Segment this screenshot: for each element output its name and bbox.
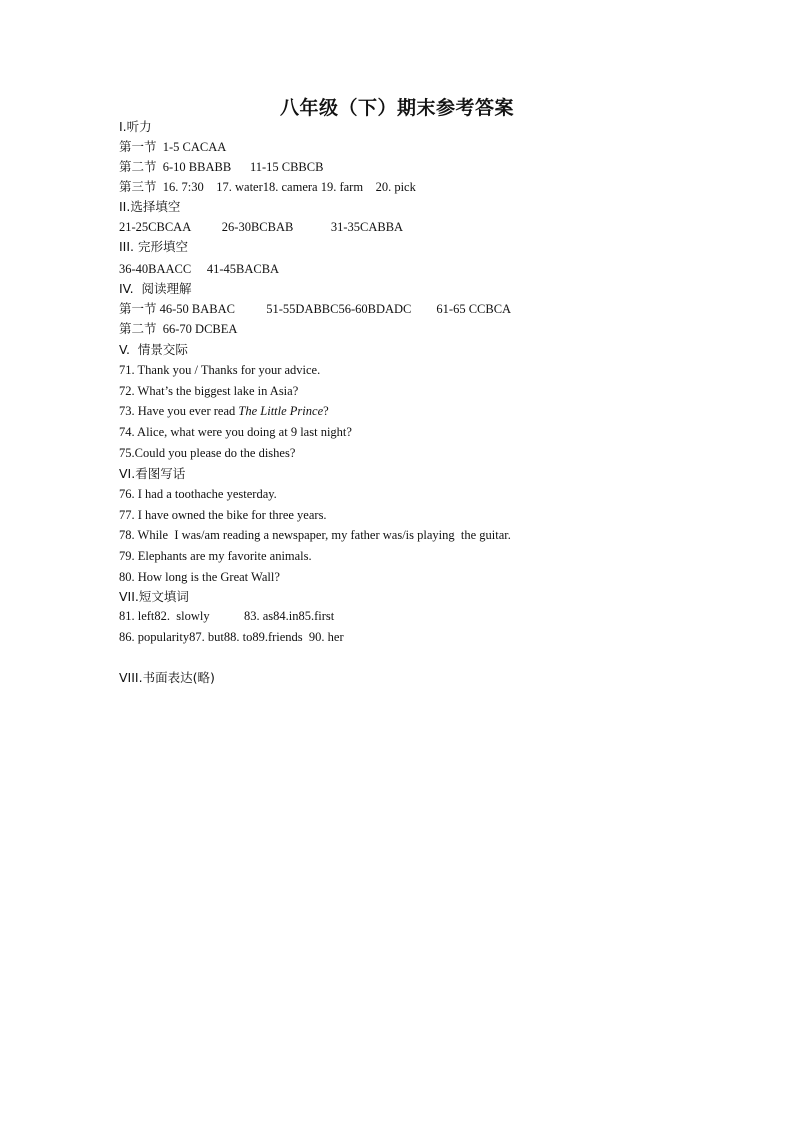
cloze-answer: 36-40BAACC [119, 262, 192, 276]
section-heading-gapfill: VII.短文填词 [119, 589, 189, 604]
listening-part3-item: 16. 7:30 [162, 180, 204, 194]
choice-answer: 26-30BCBAB [221, 220, 294, 234]
listening-part1-answers: 1-5 CACAA [162, 140, 227, 154]
dialogue-item-73-end: ? [323, 404, 329, 418]
listening-part1-label: 第一节 [119, 139, 157, 154]
listening-part2-answers-b: 11-15 CBBCB [249, 160, 324, 174]
reading-part1-answer: 61-65 CCBCA [436, 302, 512, 316]
dialogue-item: 75.Could you please do the dishes? [119, 446, 296, 460]
section-heading-choice: II.选择填空 [119, 199, 181, 214]
dialogue-item-73 [119, 403, 329, 419]
choice-answers-row [119, 219, 403, 235]
listening-part3-item: 17. water18. camera 19. farm [216, 180, 364, 194]
dialogue-item-73-text: 73. Have you ever read [119, 404, 239, 418]
choice-answer: 21-25CBCAA [119, 220, 191, 234]
listening-part3-item: 20. pick [375, 180, 416, 194]
reading-part1-answer: 46-50 BABAC [159, 302, 235, 316]
section-heading-writing: VIII.书面表达(略) [119, 670, 215, 685]
listening-part2-row [119, 159, 323, 175]
reading-part2-answers: 66-70 DCBEA [162, 322, 238, 336]
picture-item: 80. How long is the Great Wall? [119, 570, 280, 584]
picture-item: 77. I have owned the bike for three years. [119, 508, 327, 522]
reading-part2-label: 第二节 [119, 321, 157, 336]
dialogue-item: 72. What’s the biggest lake in Asia? [119, 384, 299, 398]
dialogue-item: 71. Thank you / Thanks for your advice. [119, 363, 321, 377]
cloze-answer: 41-45BACBA [206, 262, 280, 276]
section-heading-dialogue: V. 情景交际 [119, 342, 188, 357]
section-heading-picture: VI.看图写话 [119, 466, 186, 481]
gapfill-row-2: 86. popularity87. but88. to89.friends 90. her [119, 630, 344, 644]
picture-item: 78. While I was/am reading a newspaper, my father was/is playing the guitar. [119, 528, 511, 542]
reading-part1-answer: 51-55DABBC56-60BDADC [266, 302, 412, 316]
section-heading-reading: IV. 阅读理解 [119, 281, 192, 296]
reading-part2-row [119, 321, 237, 337]
listening-part2-answers-a: 6-10 BBABB [162, 160, 232, 174]
reading-part1-label: 第一节 [119, 301, 157, 316]
book-title: The Little Prince [238, 404, 324, 418]
gapfill-answer: 81. left82. slowly [119, 609, 210, 623]
listening-part2-label: 第二节 [119, 159, 157, 174]
cloze-answers-row [119, 261, 279, 277]
picture-item: 76. I had a toothache yesterday. [119, 487, 277, 501]
page-title: 八年级（下）期末参考答案 [279, 97, 514, 119]
dialogue-item: 74. Alice, what were you doing at 9 last night? [119, 425, 352, 439]
section-heading-cloze: III. 完形填空 [119, 239, 189, 254]
reading-part1-row [119, 301, 511, 317]
picture-item: 79. Elephants are my favorite animals. [119, 549, 312, 563]
gapfill-answer: 83. as84.in85.first [244, 609, 335, 623]
listening-part3-row [119, 179, 416, 195]
choice-answer: 31-35CABBA [330, 220, 404, 234]
gapfill-row-1 [119, 608, 334, 624]
listening-part1-row [119, 139, 226, 155]
section-heading-listening: I.听力 [119, 119, 152, 134]
listening-part3-label: 第三节 [119, 179, 157, 194]
